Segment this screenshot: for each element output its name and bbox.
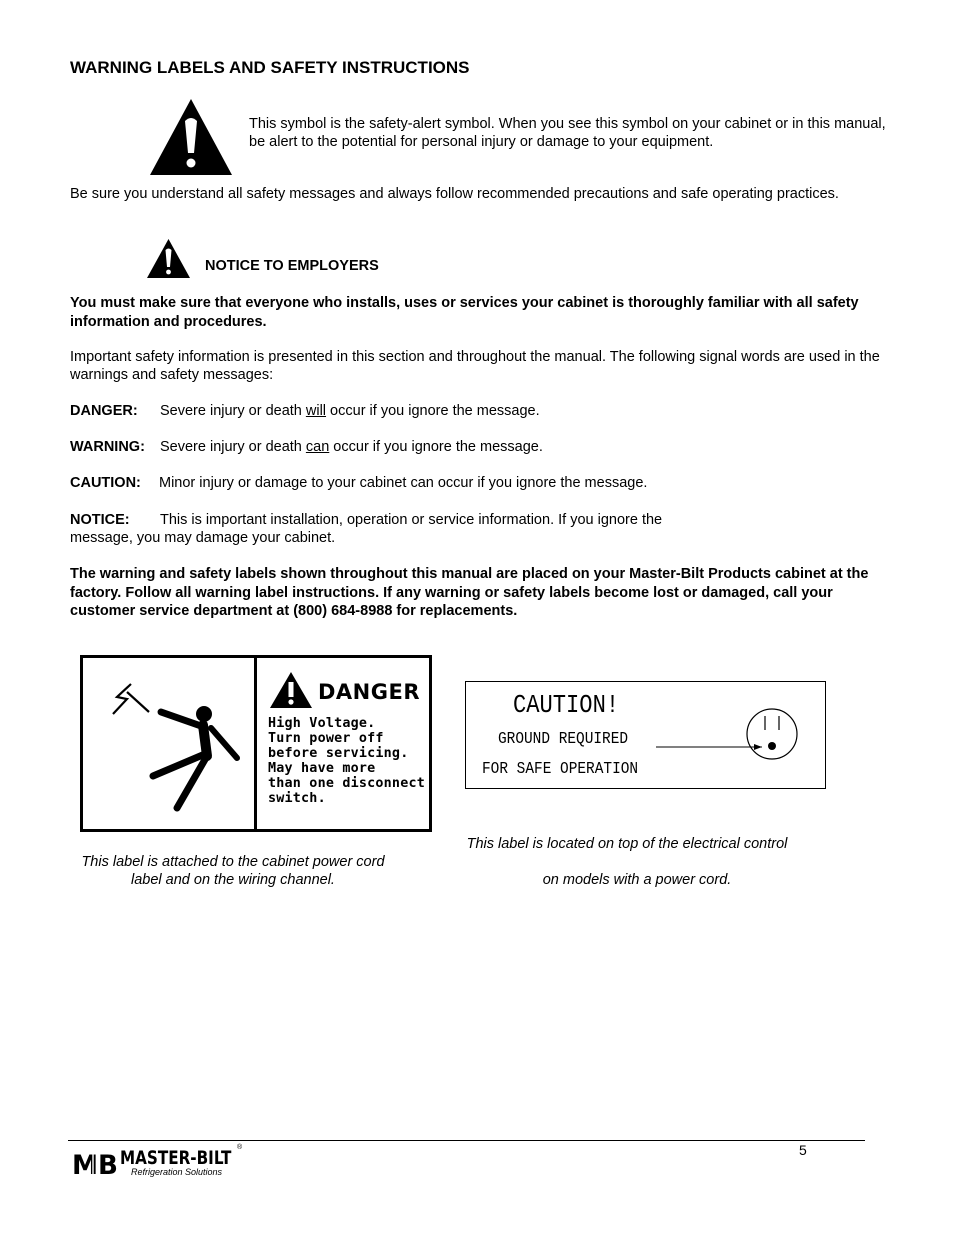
caution-label-line1: GROUND REQUIRED [498,730,629,749]
danger-definition: DANGER: Severe injury or death will occur if you ignore the message. [70,403,540,419]
safety-alert-small-icon [146,238,191,279]
page-number: 5 [799,1142,807,1158]
safety-alert-icon [148,97,234,177]
caution-label [465,681,826,789]
page-heading: WARNING LABELS AND SAFETY INSTRUCTIONS [70,58,470,77]
alert-intro-text: This symbol is the safety-alert symbol. When you see this symbol on your cabinet or in this manual, be alert to the potential for personal injury or damage to your equipment. [249,116,886,150]
warning-definition: WARNING: Severe injury or death can occur if you ignore the message. [70,439,543,455]
brand-tagline: Refrigeration Solutions [131,1167,223,1177]
labels-text: The warning and safety labels shown throughout this manual are placed on your Master-Bilt Products cabinet at the factory. Follow all warning label instructions. If any warning or safety labels become lost or damaged, call your customer service department at (800) 684-8988 for replacements. [70,566,869,619]
caution-label-title: CAUTION! [513,690,620,720]
employers-text: You must make sure that everyone who installs, uses or services your cabinet is thoroughly familiar with all safety information and procedures. [70,295,859,330]
danger-label-text: High Voltage. Turn power off before servicing. May have more than one disconnect switch. [268,716,425,806]
brand-name: MASTER-BILT [120,1147,232,1169]
svg-text:MB: MB [72,1150,118,1177]
caption-left: This label is attached to the cabinet power cord label and on the wiring channel. [81,854,385,888]
electrocution-icon [103,670,253,820]
danger-alert-icon [269,671,313,709]
caution-definition: CAUTION: Minor injury or damage to your cabinet can occur if you ignore the message. [70,475,648,491]
grounded-outlet-icon [654,704,802,764]
mb-logo-icon [72,1147,120,1177]
notice-heading: NOTICE TO EMPLOYERS [205,258,379,274]
understand-text: Be sure you understand all safety messages and always follow recommended precautions and safe operating practices. [70,186,839,202]
caption-right-line1: This label is located on top of the electrical control [466,836,788,852]
footer-rule [68,1140,865,1141]
danger-label [80,655,432,832]
notice-definition: NOTICE: This is important installation, operation or service information. If you ignore the message, you may damage your cabinet. [70,512,663,546]
caption-right-line2: on models with a power cord. [542,872,732,888]
registered-mark: ® [237,1144,243,1151]
danger-label-title: DANGER [318,680,421,704]
signal-intro-text: Important safety information is presented in this section and throughout the manual. The following signal words are used in the warnings and safety messages: [70,349,880,383]
caution-label-line2: FOR SAFE OPERATION [482,760,639,779]
danger-label-divider [254,658,257,829]
